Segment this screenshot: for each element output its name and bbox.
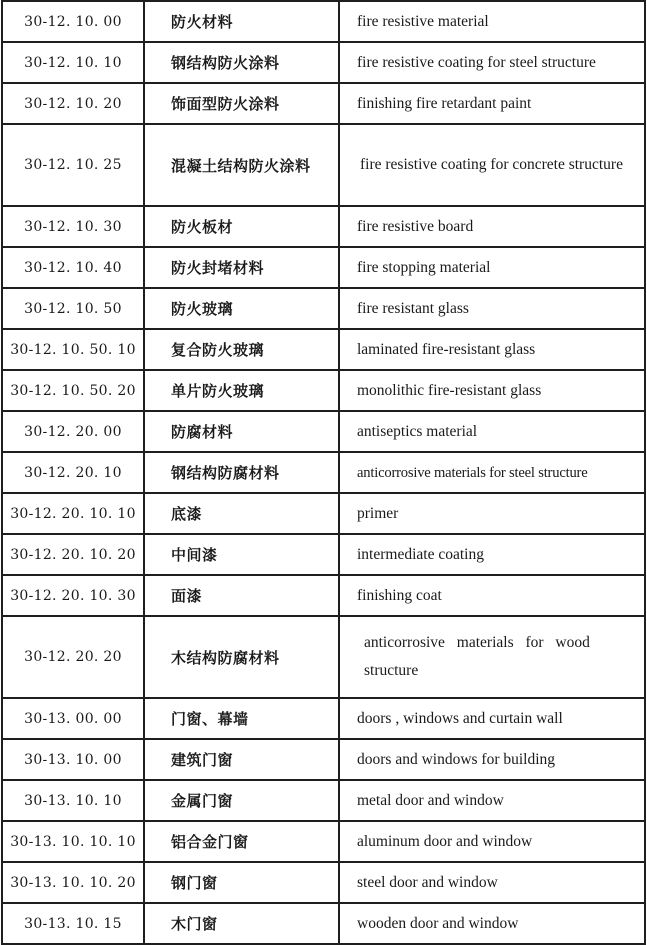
table-row [2,862,645,903]
table-row [2,42,645,83]
term-code: 30-12. 10. 50 [2,288,144,329]
table-row [2,575,645,616]
table-row [2,739,645,780]
term-code: 30-12. 20. 10. 30 [2,575,144,616]
term-chinese: 复合防火玻璃 [144,329,339,370]
term-code: 30-13. 10. 10 [2,780,144,821]
table-row [2,821,645,862]
term-code: 30-12. 20. 10. 20 [2,534,144,575]
term-code: 30-12. 10. 30 [2,206,144,247]
term-code: 30-12. 20. 00 [2,411,144,452]
term-chinese: 木门窗 [144,903,339,944]
term-english: anticorrosive materials for wood structure [339,616,645,698]
term-english: fire resistive coating for concrete structure [339,124,645,206]
term-english: fire stopping material [339,247,645,288]
table-row [2,1,645,42]
term-english: laminated fire-resistant glass [339,329,645,370]
term-english: antiseptics material [339,411,645,452]
term-code: 30-12. 10. 40 [2,247,144,288]
term-english: fire resistant glass [339,288,645,329]
table-row [2,411,645,452]
term-chinese: 底漆 [144,493,339,534]
term-chinese: 混凝土结构防火涂料 [144,124,339,206]
term-english: finishing coat [339,575,645,616]
term-english: intermediate coating [339,534,645,575]
term-chinese: 防腐材料 [144,411,339,452]
term-chinese: 饰面型防火涂料 [144,83,339,124]
term-code: 30-12. 20. 20 [2,616,144,698]
term-chinese: 中间漆 [144,534,339,575]
term-code: 30-12. 10. 50. 20 [2,370,144,411]
term-chinese: 防火材料 [144,1,339,42]
term-english: aluminum door and window [339,821,645,862]
table-row [2,370,645,411]
table-row [2,616,645,698]
term-code: 30-12. 20. 10. 10 [2,493,144,534]
term-code: 30-12. 10. 00 [2,1,144,42]
term-code: 30-13. 00. 00 [2,698,144,739]
term-code: 30-12. 10. 20 [2,83,144,124]
term-english: finishing fire retardant paint [339,83,645,124]
term-english: steel door and window [339,862,645,903]
term-english: primer [339,493,645,534]
term-english: fire resistive coating for steel structure [339,42,645,83]
table-row [2,83,645,124]
table-row [2,206,645,247]
term-english: fire resistive board [339,206,645,247]
term-english: fire resistive material [339,1,645,42]
terminology-table [1,0,646,945]
term-english: doors and windows for building [339,739,645,780]
table-row [2,329,645,370]
table-row [2,452,645,493]
term-code: 30-12. 10. 50. 10 [2,329,144,370]
term-chinese: 建筑门窗 [144,739,339,780]
term-english: metal door and window [339,780,645,821]
term-code: 30-13. 10. 10. 20 [2,862,144,903]
term-chinese: 单片防火玻璃 [144,370,339,411]
term-english: anticorrosive materials for steel structure [339,452,645,493]
term-chinese: 铝合金门窗 [144,821,339,862]
term-chinese: 门窗、幕墙 [144,698,339,739]
term-chinese: 防火板材 [144,206,339,247]
term-chinese: 面漆 [144,575,339,616]
term-chinese: 金属门窗 [144,780,339,821]
term-code: 30-13. 10. 15 [2,903,144,944]
term-chinese: 钢门窗 [144,862,339,903]
term-chinese: 钢结构防腐材料 [144,452,339,493]
term-code: 30-12. 10. 10 [2,42,144,83]
table-row [2,534,645,575]
table-row [2,698,645,739]
table-row [2,903,645,944]
term-english: monolithic fire-resistant glass [339,370,645,411]
term-code: 30-12. 10. 25 [2,124,144,206]
term-english: doors , windows and curtain wall [339,698,645,739]
table-row [2,124,645,206]
term-chinese: 防火玻璃 [144,288,339,329]
table-row [2,493,645,534]
term-chinese: 防火封堵材料 [144,247,339,288]
term-chinese: 钢结构防火涂料 [144,42,339,83]
table-row [2,780,645,821]
term-code: 30-12. 20. 10 [2,452,144,493]
term-code: 30-13. 10. 10. 10 [2,821,144,862]
table-row [2,247,645,288]
term-chinese: 木结构防腐材料 [144,616,339,698]
term-english: wooden door and window [339,903,645,944]
term-code: 30-13. 10. 00 [2,739,144,780]
table-row [2,288,645,329]
